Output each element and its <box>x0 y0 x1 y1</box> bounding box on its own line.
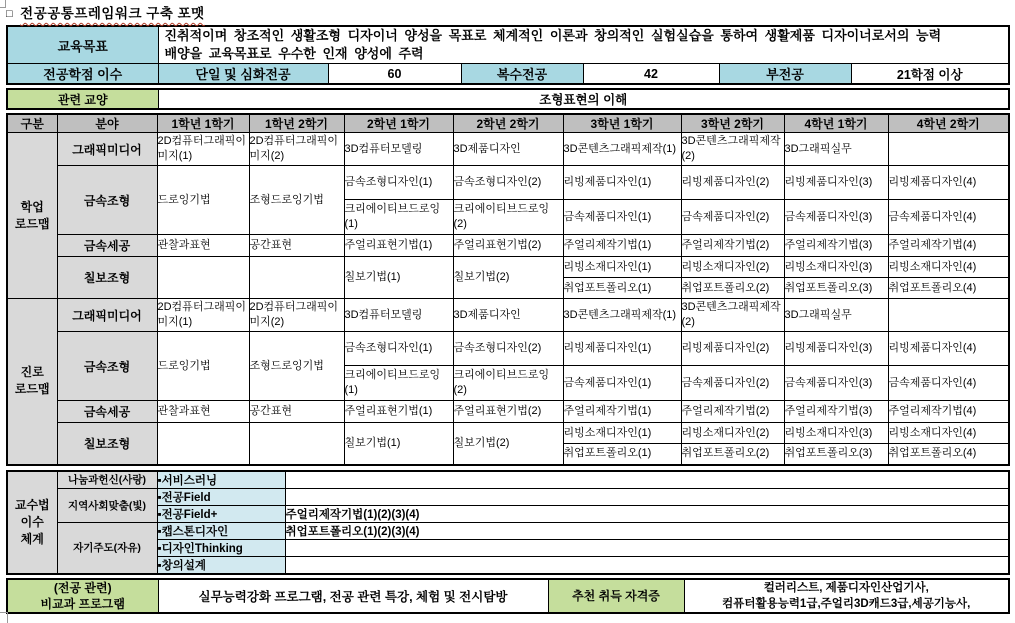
course-cell: 리빙소재디자인(2) <box>681 423 784 444</box>
teaching-category-selfdirected: 자기주도(자유) <box>57 522 157 574</box>
course-cell: 크리에이티브드로잉(2) <box>453 200 563 235</box>
course-cell: 칠보기법(1) <box>344 423 453 465</box>
column-header-sem: 3학년 1학기 <box>563 114 681 133</box>
course-cell: 리빙제품디자인(1) <box>563 332 681 366</box>
course-cell: 리빙소재디자인(2) <box>681 257 784 278</box>
course-cell: 리빙제품디자인(2) <box>681 166 784 200</box>
teaching-method-item: ▪캡스톤디자인 <box>157 522 285 539</box>
course-cell: 3D콘텐츠그래픽제작(2) <box>681 133 784 166</box>
course-cell: 3D콘텐츠그래픽제작(1) <box>563 299 681 332</box>
course-cell: 칠보기법(1) <box>344 257 453 299</box>
course-cell: 리빙제품디자인(3) <box>784 332 888 366</box>
extracurricular-table <box>6 578 1010 614</box>
document-title <box>6 2 1015 21</box>
column-header-sem: 1학년 1학기 <box>157 114 249 133</box>
course-cell: 리빙제품디자인(2) <box>681 332 784 366</box>
course-cell: 2D컴퓨터그래픽이미지(2) <box>249 133 344 166</box>
course-cell <box>249 423 344 465</box>
course-cell: 3D제품디자인 <box>453 133 563 166</box>
credit-type-double: 복수전공 <box>461 64 583 85</box>
credit-value-single: 60 <box>328 64 461 85</box>
course-cell: 취업포트폴리오(2) <box>681 278 784 299</box>
column-header-sem: 2학년 2학기 <box>453 114 563 133</box>
teaching-method-item: ▪전공Field+ <box>157 505 285 522</box>
field-label: 그래픽미디어 <box>57 133 157 166</box>
course-cell: 주얼리표현기법(2) <box>453 401 563 423</box>
course-cell: 리빙제품디자인(3) <box>784 166 888 200</box>
course-cell: 금속제품디자인(1) <box>563 366 681 401</box>
course-cell: 관찰과표현 <box>157 401 249 423</box>
teaching-method-item: ▪서비스러닝 <box>157 471 285 489</box>
course-cell <box>157 257 249 299</box>
course-cell: 주얼리표현기법(1) <box>344 235 453 257</box>
course-cell: 공간표현 <box>249 235 344 257</box>
column-header-sem: 2학년 1학기 <box>344 114 453 133</box>
teaching-method-item: ▪전공Field <box>157 488 285 505</box>
liberal-label: 관련 교양 <box>7 89 158 109</box>
teaching-method-item: ▪디자인Thinking <box>157 539 285 556</box>
course-cell: 금속조형디자인(2) <box>453 166 563 200</box>
credit-value-double: 42 <box>583 64 719 85</box>
course-cell: 취업포트폴리오(3) <box>784 444 888 465</box>
course-cell: 칠보기법(2) <box>453 257 563 299</box>
column-header-sem: 4학년 2학기 <box>888 114 1009 133</box>
course-cell: 크리에이티브드로잉(1) <box>344 366 453 401</box>
teaching-method-value <box>285 471 1009 489</box>
course-cell: 주얼리제작기법(1) <box>563 401 681 423</box>
course-cell: 금속제품디자인(4) <box>888 200 1009 235</box>
credits-label: 전공학점 이수 <box>7 64 158 85</box>
teaching-category-community: 지역사회맞춤(빛) <box>57 488 157 522</box>
course-cell: 금속조형디자인(2) <box>453 332 563 366</box>
course-cell: 금속제품디자인(3) <box>784 200 888 235</box>
liberal-value: 조형표현의 이해 <box>158 89 1009 109</box>
course-cell: 취업포트폴리오(4) <box>888 444 1009 465</box>
course-cell: 2D컴퓨터그래픽이미지(1) <box>157 299 249 332</box>
course-cell <box>157 423 249 465</box>
teaching-category-sharing: 나눔과헌신(사랑) <box>57 471 157 489</box>
teaching-method-value <box>285 556 1009 574</box>
course-cell: 조형드로잉기법 <box>249 332 344 401</box>
course-cell: 드로잉기법 <box>157 166 249 235</box>
extracurricular-label-line2: 비교과 프로그램 <box>40 596 125 611</box>
course-cell: 금속제품디자인(2) <box>681 200 784 235</box>
field-label: 그래픽미디어 <box>57 299 157 332</box>
field-label: 칠보조형 <box>57 423 157 465</box>
course-cell: 3D그래픽실무 <box>784 299 888 332</box>
extracurricular-label <box>7 579 158 613</box>
course-cell: 크리에이티브드로잉(2) <box>453 366 563 401</box>
course-cell: 3D그래픽실무 <box>784 133 888 166</box>
course-cell: 주얼리제작기법(4) <box>888 401 1009 423</box>
teaching-method-value <box>285 488 1009 505</box>
course-cell: 주얼리제작기법(3) <box>784 235 888 257</box>
goal-text-line2: 배양을 교육목표로 우수한 인재 양성에 주력 <box>164 46 424 61</box>
course-cell: 취업포트폴리오(2) <box>681 444 784 465</box>
course-cell: 3D콘텐츠그래픽제작(2) <box>681 299 784 332</box>
credit-type-minor: 부전공 <box>719 64 851 85</box>
course-cell: 리빙소재디자인(1) <box>563 423 681 444</box>
course-cell <box>249 257 344 299</box>
certificate-label: 추천 취득 자격증 <box>548 579 684 613</box>
course-cell: 드로잉기법 <box>157 332 249 401</box>
field-label: 금속세공 <box>57 235 157 257</box>
course-cell: 조형드로잉기법 <box>249 166 344 235</box>
course-cell: 리빙소재디자인(4) <box>888 423 1009 444</box>
document-title-text: 전공공통프레임워크 구축 포맷 <box>20 6 205 21</box>
course-cell: 주얼리제작기법(3) <box>784 401 888 423</box>
teaching-method-value: 취업포트폴리오(1)(2)(3)(4) <box>285 522 1009 539</box>
column-header-gubun: 구분 <box>7 114 57 133</box>
course-cell: 주얼리제작기법(1) <box>563 235 681 257</box>
course-cell: 리빙소재디자인(3) <box>784 423 888 444</box>
extracurricular-label-line1: (전공 관련) <box>53 580 112 595</box>
certificate-value <box>684 579 1009 613</box>
course-cell: 주얼리표현기법(1) <box>344 401 453 423</box>
credit-type-single: 단일 및 심화전공 <box>158 64 328 85</box>
column-header-field: 분야 <box>57 114 157 133</box>
course-cell <box>888 299 1009 332</box>
course-cell: 주얼리제작기법(2) <box>681 235 784 257</box>
course-cell: 취업포트폴리오(4) <box>888 278 1009 299</box>
goal-text-line1: 진취적이며 창조적인 생활조형 디자이너 양성을 목표로 체계적인 이론과 창의적인 실험실습을 통하여 생활제품 디자이너로서의 능력 <box>164 28 942 43</box>
certificate-value-line2: 컴퓨터활용능력1급,주얼리3D캐드3급,세공기능사, <box>722 597 971 610</box>
course-cell: 취업포트폴리오(3) <box>784 278 888 299</box>
course-cell: 취업포트폴리오(1) <box>563 278 681 299</box>
course-cell: 칠보기법(2) <box>453 423 563 465</box>
course-cell: 금속제품디자인(3) <box>784 366 888 401</box>
course-cell: 리빙소재디자인(3) <box>784 257 888 278</box>
course-cell: 리빙제품디자인(4) <box>888 166 1009 200</box>
course-cell: 리빙소재디자인(4) <box>888 257 1009 278</box>
teaching-method-item: ▪창의설계 <box>157 556 285 574</box>
column-header-sem: 3학년 2학기 <box>681 114 784 133</box>
column-header-sem: 4학년 1학기 <box>784 114 888 133</box>
course-cell: 관찰과표현 <box>157 235 249 257</box>
roadmap-table <box>6 113 1010 466</box>
education-goal-table <box>6 25 1010 85</box>
section-label-academic: 학업 로드맵 <box>7 133 57 299</box>
course-cell <box>888 133 1009 166</box>
section-label-career: 진로 로드맵 <box>7 299 57 465</box>
extracurricular-value: 실무능력강화 프로그램, 전공 관련 특강, 체험 및 전시탐방 <box>158 579 548 613</box>
course-cell: 크리에이티브드로잉(1) <box>344 200 453 235</box>
teaching-method-value <box>285 539 1009 556</box>
course-cell: 주얼리제작기법(4) <box>888 235 1009 257</box>
course-cell: 금속조형디자인(1) <box>344 332 453 366</box>
section-label-teaching: 교수법 이수 체계 <box>7 471 57 574</box>
column-header-sem: 1학년 2학기 <box>249 114 344 133</box>
credit-value-minor: 21학점 이상 <box>851 64 1009 85</box>
field-label: 금속세공 <box>57 401 157 423</box>
square-bullet-icon: □ <box>6 8 14 20</box>
course-cell: 금속제품디자인(4) <box>888 366 1009 401</box>
course-cell: 주얼리표현기법(2) <box>453 235 563 257</box>
course-cell: 2D컴퓨터그래픽이미지(1) <box>157 133 249 166</box>
goal-label: 교육목표 <box>7 26 158 64</box>
course-cell: 2D컴퓨터그래픽이미지(2) <box>249 299 344 332</box>
course-cell: 금속제품디자인(2) <box>681 366 784 401</box>
course-cell: 3D컴퓨터모델링 <box>344 299 453 332</box>
field-label: 금속조형 <box>57 332 157 401</box>
field-label: 칠보조형 <box>57 257 157 299</box>
course-cell: 3D제품디자인 <box>453 299 563 332</box>
field-label: 금속조형 <box>57 166 157 235</box>
course-cell: 리빙소재디자인(1) <box>563 257 681 278</box>
certificate-value-line1: 컬러리스트, 제품디자인산업기사, <box>763 581 929 594</box>
course-cell: 리빙제품디자인(4) <box>888 332 1009 366</box>
course-cell: 금속조형디자인(1) <box>344 166 453 200</box>
course-cell: 리빙제품디자인(1) <box>563 166 681 200</box>
course-cell: 취업포트폴리오(1) <box>563 444 681 465</box>
course-cell: 3D콘텐츠그래픽제작(1) <box>563 133 681 166</box>
course-cell: 공간표현 <box>249 401 344 423</box>
teaching-method-table <box>6 470 1010 575</box>
page-guide-mark-top-left <box>0 0 6 8</box>
course-cell: 금속제품디자인(1) <box>563 200 681 235</box>
liberal-arts-table <box>6 88 1010 110</box>
page-guide-mark-bottom-left <box>0 612 8 623</box>
goal-text <box>158 26 1009 64</box>
teaching-method-value: 주얼리제작기법(1)(2)(3)(4) <box>285 505 1009 522</box>
course-cell: 3D컴퓨터모델링 <box>344 133 453 166</box>
course-cell: 주얼리제작기법(2) <box>681 401 784 423</box>
